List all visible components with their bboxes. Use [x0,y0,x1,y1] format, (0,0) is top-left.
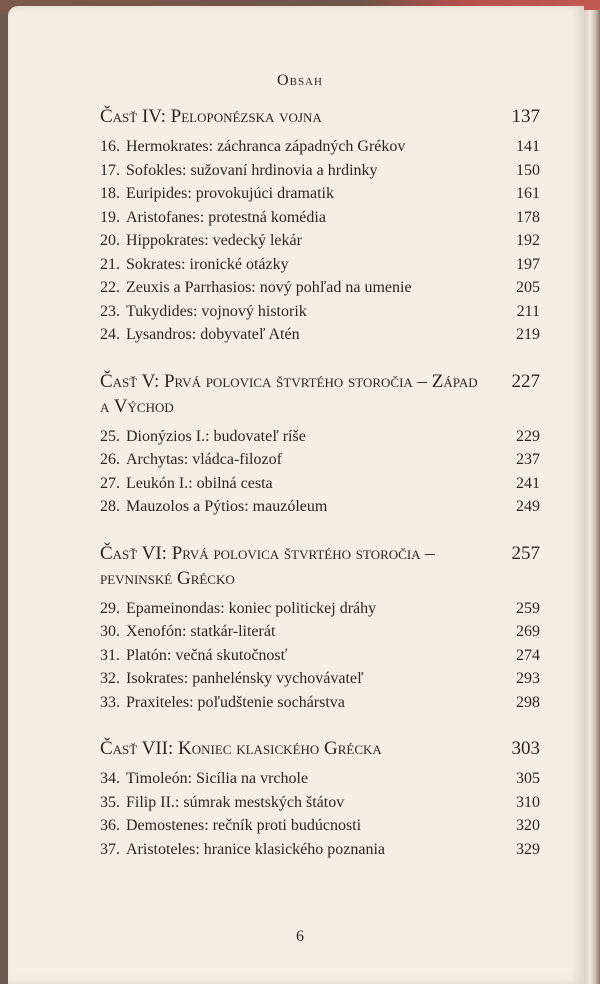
chapter-page: 161 [516,185,540,202]
chapter-title: Praxiteles: poľudštenie sochárstva [126,693,345,711]
part-title: Časť VII: Koniec klasického Grécka [100,738,382,759]
chapter-title: Sofokles: sužovaní hrdinovia a hrdinky [126,161,378,179]
part-title: Časť V: Prvá polovica štvrtého storočia – Západ a Východ [100,370,478,417]
part-heading [100,104,540,129]
chapter-entry [100,229,540,253]
chapter-title: Platón: večná skutočnosť [126,646,288,664]
chapter-page: 241 [516,474,540,492]
chapter-entry [100,425,540,449]
chapter-page: 178 [516,208,540,226]
chapter-page: 205 [516,279,540,296]
chapter-page: 259 [516,599,540,617]
part-title: Časť IV: Peloponézska vojna [100,106,322,127]
chapter-entry [100,182,540,206]
chapter-page: 310 [516,793,540,811]
chapter-title: Archytas: vládca-filozof [126,451,282,468]
chapter-number: 24. [100,326,120,343]
chapter-entry [100,767,540,791]
chapter-number: 25. [100,427,120,445]
chapter-page: 305 [516,770,540,787]
chapter-page: 249 [516,498,540,515]
chapter-entry [100,597,540,621]
chapter-number: 34. [100,770,120,787]
chapter-page: 274 [516,646,540,664]
part-heading [100,736,540,761]
chapter-number: 36. [100,817,120,834]
chapter-page: 293 [516,670,540,687]
chapter-number: 17. [100,161,120,179]
chapter-entry [100,814,540,838]
chapter-page: 298 [516,693,540,711]
chapter-page: 329 [516,840,540,858]
part-page: 303 [511,738,540,759]
chapter-title: Hippokrates: vedecký lekár [126,232,302,249]
chapter-page: 141 [516,138,540,155]
chapter-entry [100,644,540,668]
chapter-number: 37. [100,840,120,858]
chapter-entry [100,667,540,691]
part-heading [100,369,540,419]
chapter-number: 31. [100,646,120,664]
chapter-entry [100,495,540,519]
table-of-contents [100,104,540,861]
chapter-entry [100,253,540,277]
chapter-number: 27. [100,474,120,492]
chapter-page: 192 [516,232,540,249]
chapter-entry [100,206,540,230]
chapter-list [100,425,540,519]
chapter-number: 35. [100,793,120,811]
contents-heading: Obsah [277,72,323,89]
part-page: 227 [511,370,540,392]
chapter-title: Hermokrates: záchranca západných Grékov [126,138,406,155]
chapter-page: 229 [516,427,540,445]
chapter-title: Dionýzios I.: budovateľ ríše [126,427,306,445]
chapter-number: 20. [100,232,120,249]
chapter-entry [100,276,540,300]
chapter-number: 16. [100,138,120,155]
chapter-title: Xenofón: statkár-literát [126,623,276,640]
chapter-title: Timoleón: Sicília na vrchole [126,770,309,787]
chapter-number: 30. [100,623,120,640]
chapter-entry [100,791,540,815]
chapter-title: Zeuxis a Parrhasios: nový pohľad na umenie [126,279,412,296]
chapter-title: Mauzolos a Pýtios: mauzóleum [126,498,328,515]
part-heading [100,541,540,591]
chapter-number: 28. [100,498,120,515]
part-page: 137 [511,106,540,127]
chapter-number: 22. [100,279,120,296]
chapter-title: Filip II.: súmrak mestských štátov [126,793,345,811]
chapter-page: 320 [516,817,540,834]
chapter-list [100,767,540,861]
chapter-entry [100,838,540,862]
chapter-page: 211 [516,302,540,320]
chapter-title: Tukydides: vojnový historik [126,302,307,320]
page-stack-edge [584,10,600,984]
chapter-number: 26. [100,451,120,468]
part-page: 257 [511,542,540,564]
chapter-entry [100,691,540,715]
chapter-number: 32. [100,670,120,687]
chapter-title: Leukón I.: obilná cesta [126,474,273,492]
chapter-title: Epameinondas: koniec politickej dráhy [126,599,377,617]
chapter-entry [100,323,540,347]
chapter-page: 269 [516,623,540,640]
chapter-title: Aristofanes: protestná komédia [126,208,326,226]
chapter-entry [100,620,540,644]
chapter-title: Demostenes: rečník proti budúcnosti [126,817,362,834]
page-number: 6 [296,928,304,945]
chapter-page: 237 [516,451,540,468]
chapter-number: 19. [100,208,120,226]
chapter-number: 29. [100,599,120,617]
chapter-number: 21. [100,255,120,273]
chapter-entry [100,448,540,472]
chapter-page: 150 [516,161,540,179]
chapter-page: 219 [516,326,540,343]
chapter-title: Aristoteles: hranice klasického poznania [126,840,386,858]
chapter-title: Sokrates: ironické otázky [126,255,289,273]
chapter-entry [100,135,540,159]
chapter-page: 197 [516,255,540,273]
chapter-number: 18. [100,185,120,202]
chapter-entry [100,159,540,183]
chapter-title: Lysandros: dobyvateľ Atén [126,326,300,343]
chapter-number: 23. [100,302,120,320]
chapter-title: Isokrates: panhelénsky vychovávateľ [126,670,364,687]
chapter-entry [100,300,540,324]
chapter-list [100,135,540,347]
part-title: Časť VI: Prvá polovica štvrtého storočia – pevninské Grécko [100,542,435,589]
chapter-number: 33. [100,693,120,711]
chapter-entry [100,472,540,496]
chapter-title: Euripides: provokujúci dramatik [126,185,334,202]
chapter-list [100,597,540,715]
